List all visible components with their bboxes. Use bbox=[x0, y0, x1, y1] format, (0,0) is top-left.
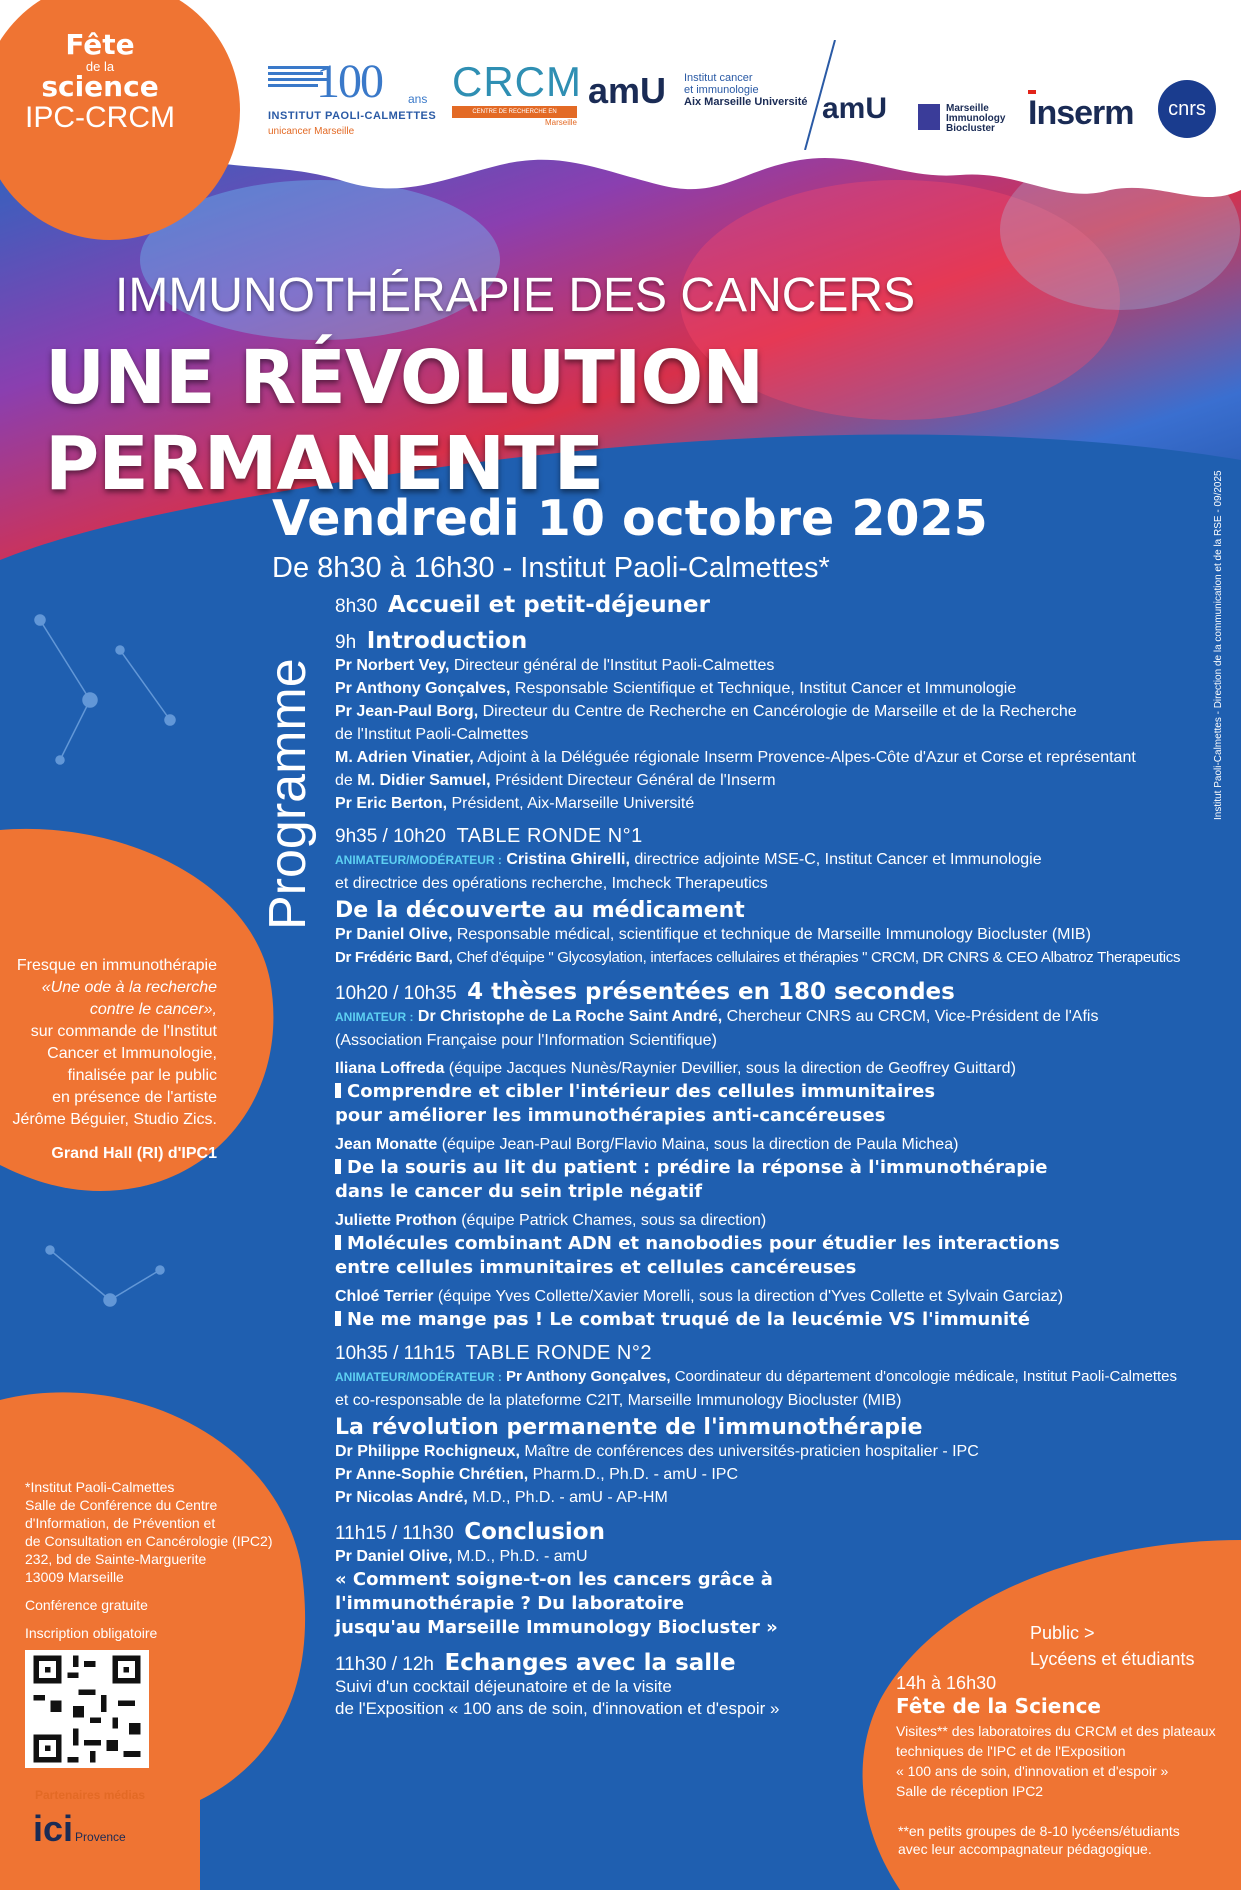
event-time-place: De 8h30 à 16h30 - Institut Paoli-Calmettes* bbox=[272, 552, 830, 584]
these-item: Juliette Prothon (équipe Patrick Chames, sous sa direction) Molécules combinant ADN et nanobodies pour étudier les interactions entre cellules immunitaires et cellules cancéreuses bbox=[335, 1210, 1215, 1280]
item-label: TABLE RONDE N°1 bbox=[456, 825, 643, 847]
programme-vertical-label: Programme bbox=[259, 658, 317, 930]
badge-line1: Fête bbox=[65, 28, 135, 61]
venue-line: 13009 Marseille bbox=[25, 1569, 124, 1585]
side-credit: Institut Paoli-Calmettes - Direction de la communication et de la RSE - 09/2025 bbox=[1213, 470, 1224, 820]
programme-item-theses bbox=[335, 979, 1215, 1332]
crcm-logo-title: CRCM bbox=[452, 58, 582, 105]
fete-science-badge bbox=[10, 30, 190, 135]
ipc-logo-ans: ans bbox=[408, 92, 428, 106]
venue-registration: Inscription obligatoire bbox=[25, 1625, 158, 1641]
event-date: Vendredi 10 octobre 2025 bbox=[272, 490, 988, 547]
fresque-line: Cancer et Immunologie, bbox=[47, 1045, 217, 1062]
badge-line4: IPC-CRCM bbox=[25, 101, 175, 134]
fete-science-afternoon bbox=[896, 1673, 1226, 1801]
fresque-line: finalisée par le public bbox=[67, 1067, 217, 1084]
venue-line: de Consultation en Cancérologie (IPC2) bbox=[25, 1533, 273, 1549]
moderator-line: ANIMATEUR/MODÉRATEUR : Pr Anthony Gonçalves, Coordinateur du département d'oncologie médicale, Institut Paoli-Calmettes bbox=[335, 1368, 1178, 1385]
programme bbox=[335, 592, 1215, 1730]
inserm-logo: Inserm bbox=[1028, 94, 1134, 132]
fresque-line: Fresque en immunothérapie bbox=[16, 957, 217, 974]
ipc-logo-number: 100 bbox=[316, 55, 382, 108]
mib-logo-l3: Biocluster bbox=[946, 123, 995, 134]
item-time: 8h30 bbox=[335, 596, 378, 617]
speaker-line: Pr Eric Berton, Président, Aix-Marseille Université bbox=[335, 795, 695, 812]
public-info bbox=[1030, 1620, 1194, 1672]
qr-code-icon[interactable] bbox=[25, 1650, 149, 1768]
fresque-line: sur commande de l'Institut bbox=[30, 1023, 217, 1040]
venue-info bbox=[25, 1478, 305, 1642]
amu-logo-line1: Institut cancer bbox=[684, 72, 753, 84]
echanges-line: Suivi d'un cocktail déjeunatoire et de la visite bbox=[335, 1677, 672, 1696]
afternoon-line: Salle de réception IPC2 bbox=[896, 1783, 1044, 1799]
title-line2: UNE RÉVOLUTION PERMANENTE bbox=[45, 335, 764, 507]
crcm-logo-band: CENTRE DE RECHERCHE EN CANCÉROLOGIE bbox=[452, 106, 577, 118]
title-line1: IMMUNOTHÉRAPIE DES CANCERS bbox=[115, 269, 916, 322]
fresque-line: contre le cancer», bbox=[89, 1001, 217, 1018]
programme-item-intro bbox=[335, 628, 1215, 815]
item-label: Conclusion bbox=[464, 1519, 605, 1545]
speaker-line: Dr Philippe Rochigneux, Maître de conférences des universités-praticien hospitalier - IPC bbox=[335, 1443, 979, 1460]
afternoon-time: 14h à 16h30 bbox=[896, 1673, 997, 1693]
afternoon-title: Fête de la Science bbox=[896, 1694, 1101, 1718]
speaker-line: Dr Frédéric Bard, Chef d'équipe " Glycosylation, interfaces cellulaires et thérapies " CRCM, DR CNRS & CEO Albatroz Therapeutics bbox=[335, 949, 1181, 966]
conclusion-quote: l'immunothérapie ? Du laboratoire bbox=[335, 1593, 685, 1614]
cnrs-logo: cnrs bbox=[1158, 80, 1216, 138]
speaker-line: Pr Daniel Olive, Responsable médical, scientifique et technique de Marseille Immunology Biocluster (MIB) bbox=[335, 926, 1091, 943]
item-label: Accueil et petit-déjeuner bbox=[387, 592, 710, 618]
amu-logo-abbr: amU bbox=[588, 70, 667, 111]
footnote-line: **en petits groupes de 8-10 lycéens/étudiants bbox=[898, 1823, 1180, 1839]
badge-line2: de la bbox=[85, 59, 115, 74]
moderator-line: ANIMATEUR : Dr Christophe de La Roche Saint André, Chercheur CNRS au CRCM, Vice-Président de l'Afis bbox=[335, 1008, 1099, 1025]
afternoon-line: techniques de l'IPC et de l'Exposition bbox=[896, 1743, 1126, 1759]
session-subtitle: La révolution permanente de l'immunothérapie bbox=[335, 1415, 923, 1440]
programme-item-table-ronde-1 bbox=[335, 825, 1215, 969]
moderator-line-2: (Association Française pour l'Information Scientifique) bbox=[335, 1032, 717, 1049]
afternoon-line: Visites** des laboratoires du CRCM et des plateaux bbox=[896, 1723, 1216, 1739]
item-label: TABLE RONDE N°2 bbox=[465, 1342, 652, 1364]
fresque-info bbox=[12, 955, 217, 1165]
item-label: 4 thèses présentées en 180 secondes bbox=[467, 979, 955, 1005]
programme-item-accueil bbox=[335, 592, 1215, 618]
ici-logo-region: Provence bbox=[75, 1830, 126, 1844]
mib-logo-l1: Marseille bbox=[946, 103, 989, 114]
session-subtitle: De la découverte au médicament bbox=[335, 898, 745, 923]
public-line: Public > bbox=[1030, 1623, 1095, 1643]
afternoon-footnote bbox=[898, 1822, 1228, 1858]
item-label: Echanges avec la salle bbox=[444, 1650, 736, 1676]
amu-institut-logo bbox=[588, 70, 808, 112]
moderator-line-2: et directrice des opérations recherche, Imcheck Therapeutics bbox=[335, 875, 768, 892]
public-line: Lycéens et étudiants bbox=[1030, 1649, 1195, 1669]
conclusion-quote: « Comment soigne-t-on les cancers grâce à bbox=[335, 1569, 773, 1590]
badge-line3: science bbox=[41, 70, 159, 103]
these-item: Iliana Loffreda (équipe Jacques Nunès/Raynier Devillier, sous la direction de Geoffrey Guittard) Comprendre et cibler l'intérieur des cellules immunitaires pour améliorer les immunothérapies anti-cancéreuses bbox=[335, 1058, 1215, 1128]
speaker-line: de M. Didier Samuel, Président Directeur Général de l'Inserm bbox=[335, 772, 776, 789]
speaker-line: Pr Norbert Vey, Directeur général de l'Institut Paoli-Calmettes bbox=[335, 657, 775, 674]
speaker-line: Pr Anne-Sophie Chrétien, Pharm.D., Ph.D. - amU - IPC bbox=[335, 1466, 739, 1483]
conclusion-quote: jusqu'au Marseille Immunology Biocluster » bbox=[335, 1617, 778, 1638]
programme-item-table-ronde-2 bbox=[335, 1342, 1215, 1509]
mib-logo-l2: Immunology bbox=[946, 113, 1006, 124]
amu-logo-line2: et immunologie bbox=[684, 84, 759, 96]
venue-line: Salle de Conférence du Centre bbox=[25, 1497, 218, 1513]
crcm-logo-city: Marseille bbox=[544, 118, 577, 127]
crcm-logo bbox=[452, 58, 582, 127]
item-time: 9h35 / 10h20 bbox=[335, 826, 446, 847]
speaker-line: de l'Institut Paoli-Calmettes bbox=[335, 726, 529, 743]
venue-line: d'Information, de Prévention et bbox=[25, 1515, 216, 1531]
speaker-line: M. Adrien Vinatier, Adjoint à la Déléguée régionale Inserm Provence-Alpes-Côte d'Azur et Corse et représentant bbox=[335, 749, 1136, 766]
ici-logo-text: ici bbox=[33, 1808, 74, 1849]
moderator-line: ANIMATEUR/MODÉRATEUR : Cristina Ghirelli, directrice adjointe MSE-C, Institut Cancer et Immunologie bbox=[335, 851, 1042, 868]
moderator-line-2: et co-responsable de la plateforme C2IT, Marseille Immunology Biocluster (MIB) bbox=[335, 1392, 902, 1409]
fresque-line: Jérôme Béguier, Studio Zics. bbox=[12, 1111, 217, 1128]
media-partners-label: Partenaires médias bbox=[35, 1788, 146, 1802]
ici-provence-logo bbox=[33, 1808, 126, 1850]
mib-logo-icon bbox=[918, 104, 940, 130]
item-time: 9h bbox=[335, 632, 357, 653]
ipc-100-ans-logo bbox=[268, 52, 438, 142]
footnote-line: avec leur accompagnateur pédagogique. bbox=[898, 1841, 1152, 1857]
venue-line: 232, bd de Sainte-Marguerite bbox=[25, 1551, 207, 1567]
amu-logo: amU bbox=[822, 92, 888, 125]
item-time: 10h20 / 10h35 bbox=[335, 983, 457, 1004]
ipc-logo-unicancer: unicancer Marseille bbox=[268, 126, 355, 137]
ipc-logo-name: INSTITUT PAOLI-CALMETTES bbox=[268, 110, 437, 122]
amu-logo-line3: Aix Marseille Université bbox=[684, 96, 808, 108]
speaker-line: Pr Jean-Paul Borg, Directeur du Centre de Recherche en Cancérologie de Marseille et de la Recherche bbox=[335, 703, 1077, 720]
item-label: Introduction bbox=[366, 628, 528, 654]
these-item: Jean Monatte (équipe Jean-Paul Borg/Flavio Maina, sous la direction de Paula Michea) De la souris au lit du patient : prédire la réponse à l'immunothérapie dans le cancer du sein triple négatif bbox=[335, 1134, 1215, 1204]
speaker-line: Pr Anthony Gonçalves, Responsable Scientifique et Technique, Institut Cancer et Immunologie bbox=[335, 680, 1017, 697]
echanges-line: de l'Exposition « 100 ans de soin, d'innovation et d'espoir » bbox=[335, 1699, 780, 1718]
fresque-line: en présence de l'artiste bbox=[52, 1089, 217, 1106]
speaker-line: Pr Daniel Olive, M.D., Ph.D. - amU bbox=[335, 1548, 588, 1565]
item-time: 11h15 / 11h30 bbox=[335, 1523, 454, 1544]
afternoon-line: « 100 ans de soin, d'innovation et d'espoir » bbox=[896, 1763, 1169, 1779]
speaker-line: Pr Nicolas André, M.D., Ph.D. - amU - AP-HM bbox=[335, 1489, 668, 1506]
fresque-line: «Une ode à la recherche bbox=[41, 979, 217, 996]
venue-line: *Institut Paoli-Calmettes bbox=[25, 1479, 175, 1495]
item-time: 11h30 / 12h bbox=[335, 1654, 434, 1675]
venue-free: Conférence gratuite bbox=[25, 1597, 148, 1613]
these-item: Chloé Terrier (équipe Yves Collette/Xavier Morelli, sous la direction d'Yves Collette et Sylvain Garciaz) Ne me mange pas ! Le combat truqué de la leucémie VS l'immunité bbox=[335, 1286, 1215, 1332]
item-time: 10h35 / 11h15 bbox=[335, 1343, 456, 1364]
fresque-location: Grand Hall (RI) d'IPC1 bbox=[51, 1145, 217, 1162]
